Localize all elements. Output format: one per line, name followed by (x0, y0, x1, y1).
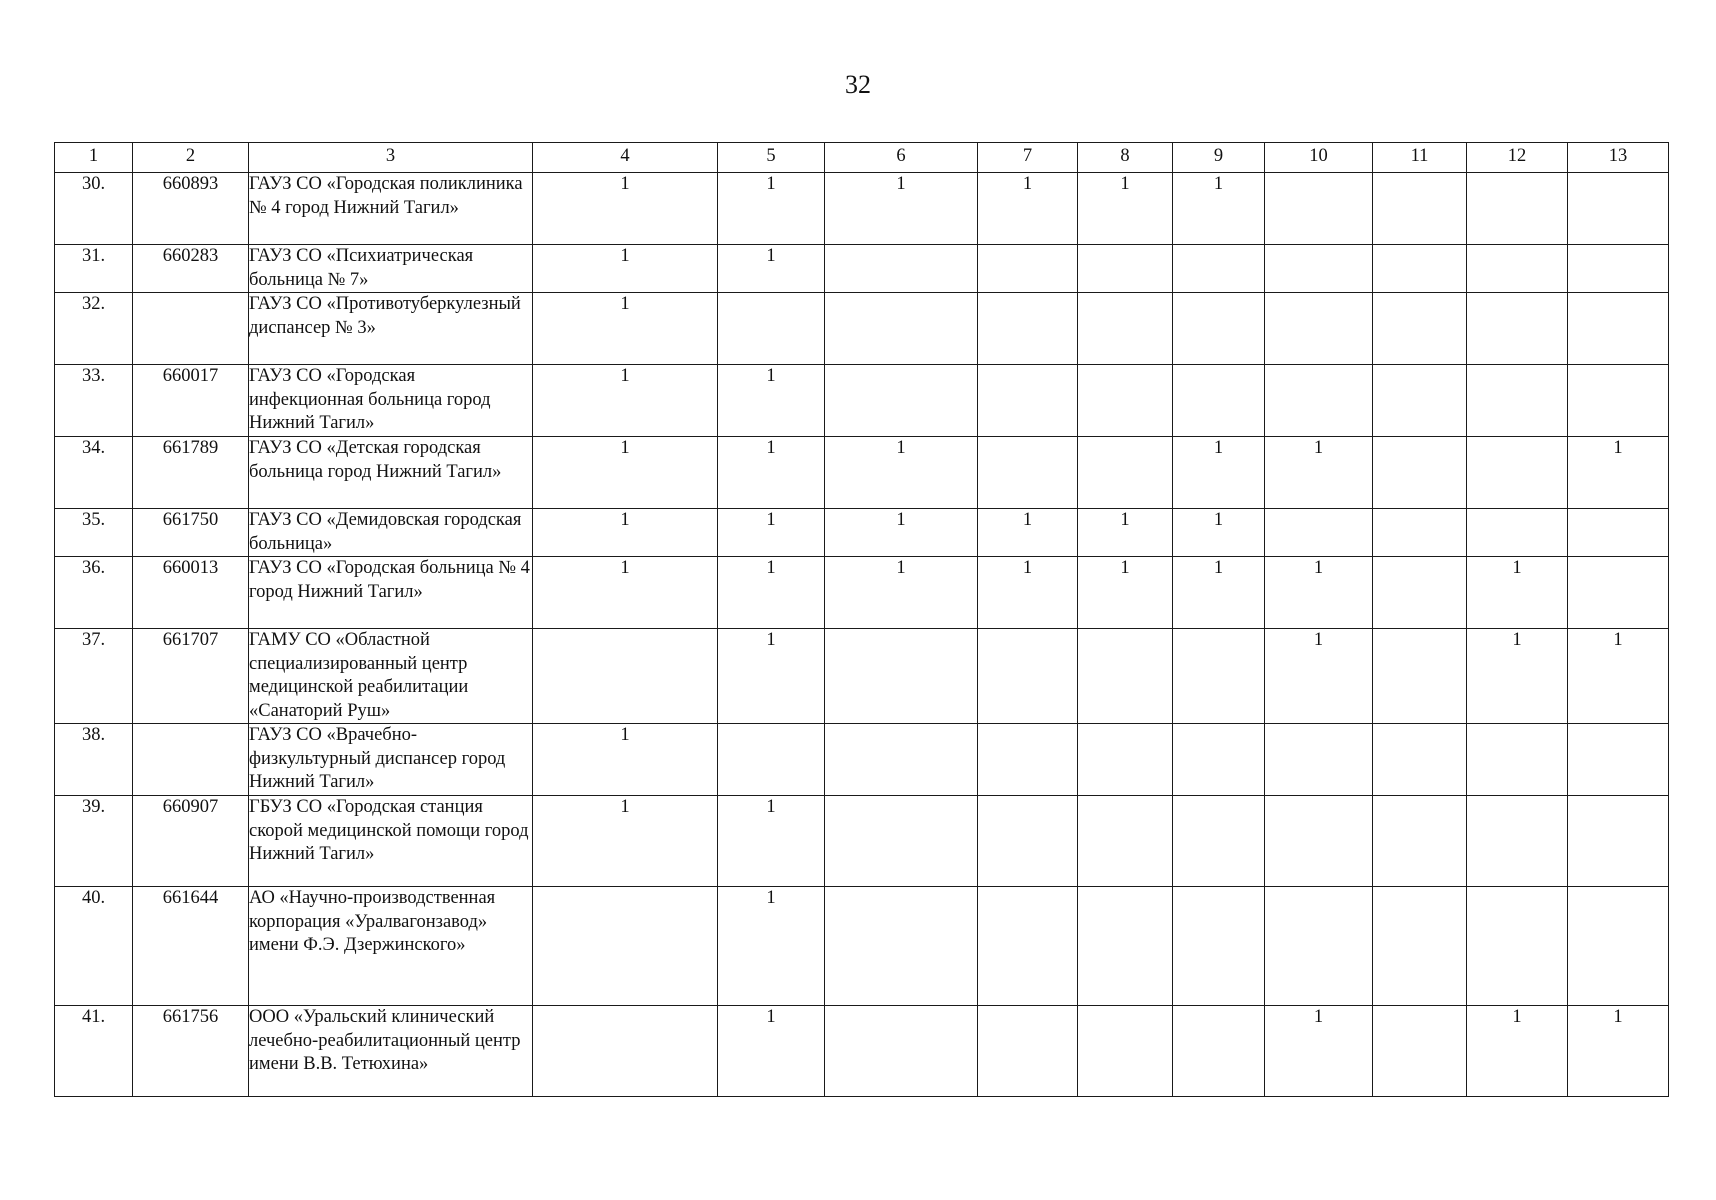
cell-value: 1 (1173, 173, 1265, 245)
cell-value (1173, 365, 1265, 437)
cell-value: 1 (718, 629, 825, 724)
cell-value: 1 (1568, 437, 1669, 509)
cell-value: 1 (825, 557, 978, 629)
table-row (55, 724, 1669, 796)
cell-value (1568, 245, 1669, 293)
row-code: 661707 (133, 629, 249, 724)
cell-value (1568, 293, 1669, 365)
column-header: 9 (1173, 143, 1265, 173)
row-organization-name: ГАУЗ СО «Городская инфекционная больница город Нижний Тагил» (249, 365, 533, 437)
row-organization-name: ГАУЗ СО «Городская больница № 4 город Нижний Тагил» (249, 557, 533, 629)
row-organization-name: ГБУЗ СО «Городская станция скорой медицинской помощи город Нижний Тагил» (249, 796, 533, 887)
cell-value (1078, 1006, 1173, 1097)
cell-value (533, 1006, 718, 1097)
cell-value: 1 (533, 509, 718, 557)
cell-value (1265, 509, 1373, 557)
cell-value (825, 1006, 978, 1097)
row-number: 38. (55, 724, 133, 796)
cell-value (1467, 365, 1568, 437)
cell-value (825, 293, 978, 365)
cell-value (1568, 887, 1669, 1006)
cell-value (1568, 173, 1669, 245)
cell-value: 1 (1078, 509, 1173, 557)
cell-value (825, 887, 978, 1006)
cell-value: 1 (825, 509, 978, 557)
cell-value: 1 (533, 437, 718, 509)
cell-value (1078, 437, 1173, 509)
row-organization-name: АО «Научно-производственная корпорация «Уралвагонзавод» имени Ф.Э. Дзержинского» (249, 887, 533, 1006)
row-number: 33. (55, 365, 133, 437)
cell-value (1373, 796, 1467, 887)
row-number: 31. (55, 245, 133, 293)
cell-value (1265, 796, 1373, 887)
row-organization-name: ГАУЗ СО «Противотуберкулезный диспансер № 3» (249, 293, 533, 365)
cell-value: 1 (1467, 629, 1568, 724)
cell-value (1078, 724, 1173, 796)
cell-value (978, 887, 1078, 1006)
cell-value: 1 (533, 293, 718, 365)
cell-value: 1 (1467, 1006, 1568, 1097)
column-header: 12 (1467, 143, 1568, 173)
row-code: 660013 (133, 557, 249, 629)
row-organization-name: ГАМУ СО «Областной специализированный центр медицинской реабилитации «Санаторий Руш» (249, 629, 533, 724)
cell-value (978, 1006, 1078, 1097)
row-code: 660907 (133, 796, 249, 887)
column-header: 7 (978, 143, 1078, 173)
cell-value: 1 (718, 437, 825, 509)
column-header: 11 (1373, 143, 1467, 173)
cell-value: 1 (825, 437, 978, 509)
cell-value (825, 365, 978, 437)
cell-value (1173, 724, 1265, 796)
table-row (55, 437, 1669, 509)
cell-value: 1 (1173, 557, 1265, 629)
cell-value (533, 629, 718, 724)
row-number: 36. (55, 557, 133, 629)
cell-value (978, 796, 1078, 887)
cell-value (1173, 1006, 1265, 1097)
cell-value (1078, 245, 1173, 293)
row-number: 32. (55, 293, 133, 365)
row-code: 661750 (133, 509, 249, 557)
cell-value: 1 (1467, 557, 1568, 629)
row-number: 34. (55, 437, 133, 509)
cell-value (1467, 509, 1568, 557)
cell-value (1373, 1006, 1467, 1097)
table-row (55, 887, 1669, 1006)
table-row (55, 245, 1669, 293)
row-organization-name: ГАУЗ СО «Детская городская больница город Нижний Тагил» (249, 437, 533, 509)
row-organization-name: ГАУЗ СО «Врачебно-физкультурный диспансер город Нижний Тагил» (249, 724, 533, 796)
cell-value (1568, 509, 1669, 557)
column-header: 2 (133, 143, 249, 173)
cell-value (1467, 293, 1568, 365)
row-organization-name: ГАУЗ СО «Городская поликлиника № 4 город Нижний Тагил» (249, 173, 533, 245)
cell-value: 1 (718, 1006, 825, 1097)
row-number: 41. (55, 1006, 133, 1097)
cell-value (1373, 629, 1467, 724)
cell-value (718, 724, 825, 796)
cell-value (1173, 629, 1265, 724)
column-header: 4 (533, 143, 718, 173)
row-organization-name: ГАУЗ СО «Психиатрическая больница № 7» (249, 245, 533, 293)
table-row (55, 796, 1669, 887)
column-header: 5 (718, 143, 825, 173)
table-row (55, 293, 1669, 365)
cell-value (1467, 724, 1568, 796)
row-number: 37. (55, 629, 133, 724)
cell-value: 1 (825, 173, 978, 245)
cell-value (1467, 173, 1568, 245)
row-organization-name: ООО «Уральский клинический лечебно-реабилитационный центр имени В.В. Тетюхина» (249, 1006, 533, 1097)
cell-value (1078, 629, 1173, 724)
cell-value: 1 (1173, 509, 1265, 557)
cell-value (1173, 245, 1265, 293)
column-header: 13 (1568, 143, 1669, 173)
cell-value: 1 (1078, 557, 1173, 629)
cell-value (1568, 796, 1669, 887)
row-code: 660017 (133, 365, 249, 437)
cell-value (1265, 245, 1373, 293)
row-number: 35. (55, 509, 133, 557)
row-code: 661789 (133, 437, 249, 509)
cell-value: 1 (978, 557, 1078, 629)
cell-value (1467, 245, 1568, 293)
cell-value (1265, 173, 1373, 245)
cell-value: 1 (718, 887, 825, 1006)
cell-value (978, 724, 1078, 796)
row-code: 660283 (133, 245, 249, 293)
column-header: 6 (825, 143, 978, 173)
cell-value: 1 (1078, 173, 1173, 245)
cell-value (718, 293, 825, 365)
column-header: 10 (1265, 143, 1373, 173)
table-row (55, 173, 1669, 245)
column-header: 8 (1078, 143, 1173, 173)
cell-value (825, 796, 978, 887)
cell-value: 1 (1265, 629, 1373, 724)
table-row (55, 509, 1669, 557)
cell-value: 1 (533, 365, 718, 437)
cell-value: 1 (978, 509, 1078, 557)
row-code: 661644 (133, 887, 249, 1006)
row-code: 660893 (133, 173, 249, 245)
table-row (55, 557, 1669, 629)
column-header: 3 (249, 143, 533, 173)
row-code (133, 293, 249, 365)
cell-value (1173, 887, 1265, 1006)
cell-value: 1 (1568, 1006, 1669, 1097)
cell-value (1373, 173, 1467, 245)
cell-value (1078, 293, 1173, 365)
row-code (133, 724, 249, 796)
cell-value (533, 887, 718, 1006)
data-table (54, 142, 1669, 1097)
row-organization-name: ГАУЗ СО «Демидовская городская больница» (249, 509, 533, 557)
row-number: 30. (55, 173, 133, 245)
cell-value (978, 245, 1078, 293)
page-number: 32 (845, 70, 871, 99)
row-number: 40. (55, 887, 133, 1006)
table-row (55, 629, 1669, 724)
header-row (55, 143, 1669, 173)
cell-value: 1 (533, 173, 718, 245)
cell-value (1568, 365, 1669, 437)
cell-value (1373, 245, 1467, 293)
cell-value (1568, 557, 1669, 629)
cell-value (978, 629, 1078, 724)
cell-value: 1 (718, 796, 825, 887)
cell-value (825, 245, 978, 293)
cell-value (1373, 509, 1467, 557)
cell-value: 1 (1568, 629, 1669, 724)
cell-value: 1 (718, 557, 825, 629)
cell-value (1265, 293, 1373, 365)
cell-value (1078, 365, 1173, 437)
table-row (55, 365, 1669, 437)
cell-value (978, 365, 1078, 437)
cell-value (1173, 796, 1265, 887)
cell-value (1373, 887, 1467, 1006)
cell-value (978, 437, 1078, 509)
cell-value: 1 (718, 509, 825, 557)
cell-value: 1 (1265, 1006, 1373, 1097)
column-header: 1 (55, 143, 133, 173)
cell-value (1373, 724, 1467, 796)
cell-value (825, 724, 978, 796)
cell-value (1078, 796, 1173, 887)
cell-value: 1 (718, 173, 825, 245)
cell-value: 1 (533, 796, 718, 887)
cell-value (1568, 724, 1669, 796)
row-code: 661756 (133, 1006, 249, 1097)
cell-value (1467, 887, 1568, 1006)
cell-value: 1 (1265, 557, 1373, 629)
cell-value: 1 (533, 724, 718, 796)
table-row (55, 1006, 1669, 1097)
cell-value: 1 (533, 557, 718, 629)
cell-value: 1 (1173, 437, 1265, 509)
cell-value (825, 629, 978, 724)
cell-value (1173, 293, 1265, 365)
cell-value (1265, 365, 1373, 437)
cell-value (1373, 437, 1467, 509)
cell-value: 1 (1265, 437, 1373, 509)
cell-value (1265, 887, 1373, 1006)
cell-value (1373, 293, 1467, 365)
cell-value (1265, 724, 1373, 796)
cell-value (1373, 365, 1467, 437)
row-number: 39. (55, 796, 133, 887)
cell-value: 1 (718, 245, 825, 293)
cell-value (1078, 887, 1173, 1006)
cell-value (1373, 557, 1467, 629)
cell-value: 1 (718, 365, 825, 437)
cell-value (978, 293, 1078, 365)
cell-value (1467, 796, 1568, 887)
cell-value: 1 (978, 173, 1078, 245)
cell-value (1467, 437, 1568, 509)
cell-value: 1 (533, 245, 718, 293)
